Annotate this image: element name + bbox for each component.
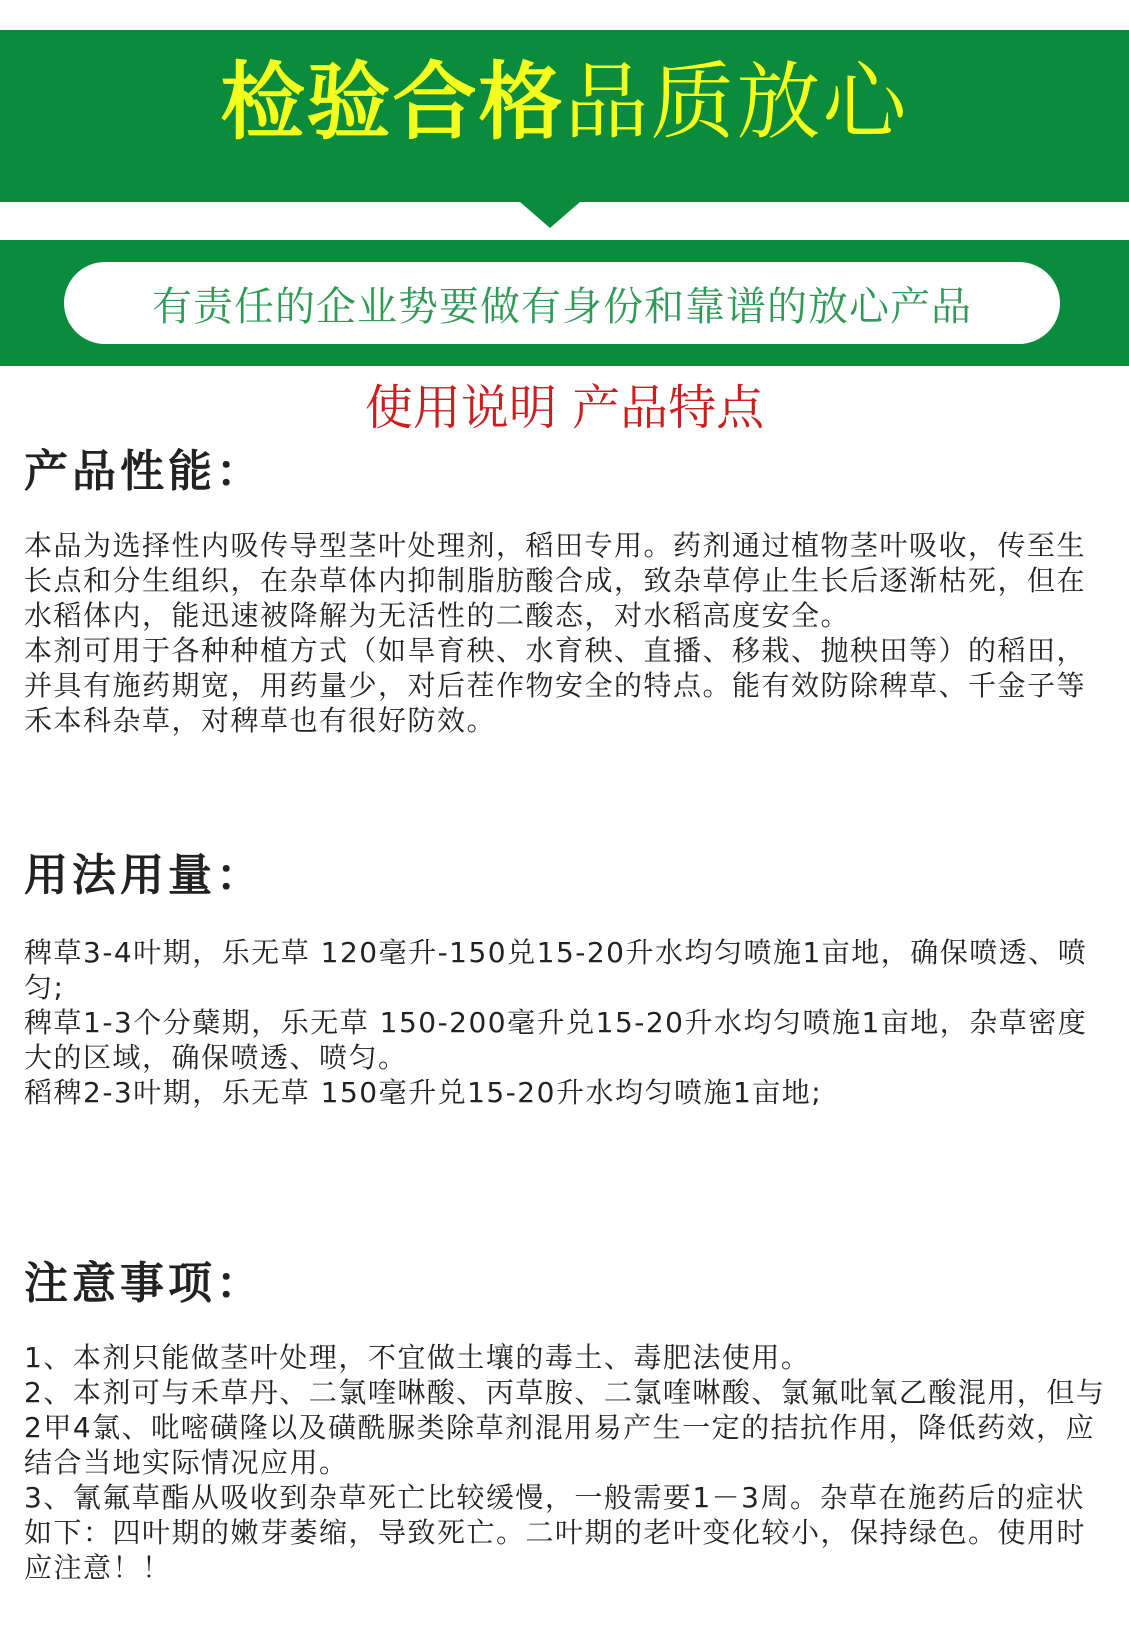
usage-paragraph-2: 稗草1-3个分蘖期，乐无草 150-200毫升兑15-20升水均匀喷施1亩地，杂草密度大的区域，确保喷透、喷匀。 [24,1006,1088,1074]
notes-paragraph-1: 1、本剂只能做茎叶处理，不宜做土壤的毒土、毒肥法使用。 [24,1341,811,1374]
usage-paragraph-1: 稗草3-4叶期，乐无草 120毫升-150兑15-20升水均匀喷施1亩地，确保喷透、喷匀; [24,936,1088,1004]
usage-heading: 用法用量： [24,850,264,901]
banner-title [0,53,1129,151]
usage-paragraph-3: 稻稗2-3叶期，乐无草 150毫升兑15-20升水均匀喷施1亩地; [24,1076,823,1109]
banner-title-light: 品质放心 [564,53,909,151]
notes-heading: 注意事项： [24,1258,264,1309]
notes-body [24,1340,1114,1585]
performance-heading: 产品性能： [24,446,264,497]
performance-paragraph-2: 本剂可用于各种种植方式（如旱育秧、水育秧、直播、移栽、抛秧田等）的稻田，并具有施药期宽，用药量少，对后茬作物安全的特点。能有效防除稗草、千金子等禾本科杂草，对稗草也有很好防效。 [24,634,1087,737]
notes-paragraph-2: 2、本剂可与禾草丹、二氯喹啉酸、丙草胺、二氯喹啉酸、氯氟吡氧乙酸混用，但与2甲4氯、吡嘧磺隆以及磺酰脲类除草剂混用易产生一定的拮抗作用，降低药效，应结合当地实际情况应用。 [24,1376,1106,1479]
usage-body [24,935,1114,1110]
down-arrow-icon [520,202,580,228]
slogan-pill [64,262,1060,344]
notes-paragraph-3: 3、氰氟草酯从吸收到杂草死亡比较缓慢，一般需要1－3周。杂草在施药后的症状如下：四叶期的嫩芽萎缩，导致死亡。二叶期的老叶变化较小，保持绿色。使用时应注意！！ [24,1481,1087,1584]
section-subtitle: 使用说明 产品特点 [364,380,765,436]
performance-paragraph-1: 本品为选择性内吸传导型茎叶处理剂，稻田专用。药剂通过植物茎叶吸收，传至生长点和分生组织，在杂草体内抑制脂肪酸合成，致杂草停止生长后逐渐枯死，但在水稻体内，能迅速被降解为无活性的二酸态，对水稻高度安全。 [24,529,1087,632]
slogan-text: 有责任的企业势要做有身份和靠谱的放心产品 [152,283,972,330]
banner-title-bold: 检验合格 [220,53,565,151]
performance-body [24,528,1114,738]
